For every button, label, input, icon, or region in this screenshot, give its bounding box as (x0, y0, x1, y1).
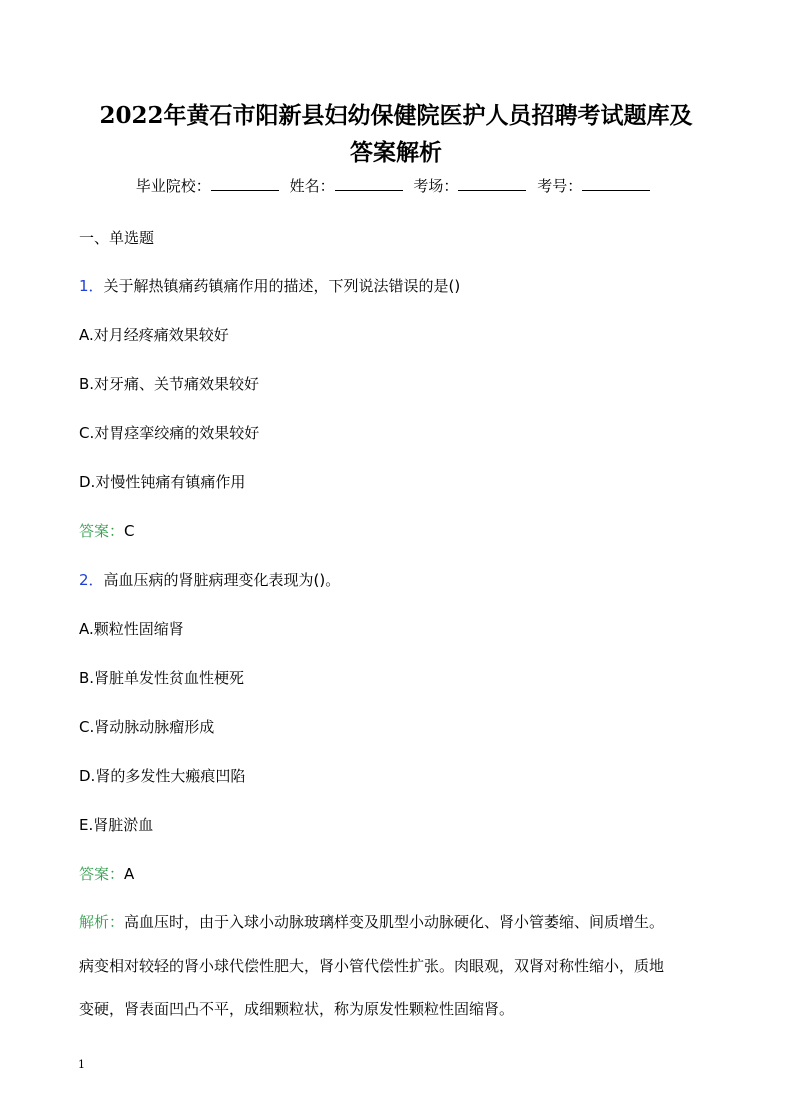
document-title-line-2: 答案解析 (350, 139, 442, 166)
question-2-option-d: D.肾的多发性大瘢痕凹陷 (79, 767, 246, 785)
section-heading: 一、单选题 (79, 229, 155, 247)
name-blank (335, 176, 403, 191)
question-2-option-c: C.肾动脉动脉瘤形成 (79, 718, 215, 736)
question-2-analysis-line-1 (79, 910, 719, 934)
question-1-option-a: A.对月经疼痛效果较好 (79, 326, 229, 344)
question-2-answer-value: A (124, 865, 135, 883)
document-title-line-1: 2022年黄石市阳新县妇幼保健院医护人员招聘考试题库及 (99, 102, 693, 129)
question-2 (79, 568, 340, 592)
number-blank (582, 176, 650, 191)
name-label: 姓名： (289, 177, 335, 195)
exam-info-line (0, 174, 792, 198)
question-2-option-a: A.颗粒性固缩肾 (79, 620, 184, 638)
question-1-option-b: B.对牙痛、关节痛效果较好 (79, 375, 260, 393)
question-2-answer-label: 答案： (79, 865, 125, 883)
school-label: 毕业院校： (135, 177, 211, 195)
question-1-answer-label: 答案： (79, 522, 125, 540)
question-2-number: 2． (79, 571, 104, 589)
number-label: 考号： (537, 177, 583, 195)
question-2-analysis-label: 解析： (79, 913, 125, 931)
room-label: 考场： (413, 177, 459, 195)
question-2-analysis-text-1: 高血压时，由于入球小动脉玻璃样变及肌型小动脉硬化、肾小管萎缩、间质增生。 (124, 913, 665, 931)
school-blank (211, 176, 279, 191)
question-1-option-c: C.对胃痉挛绞痛的效果较好 (79, 424, 260, 442)
question-1-answer-value: C (124, 522, 135, 540)
question-2-option-e: E.肾脏淤血 (79, 816, 154, 834)
question-1-option-d: D.对慢性钝痛有镇痛作用 (79, 473, 246, 491)
question-2-answer (79, 862, 134, 886)
question-1-number: 1． (79, 277, 104, 295)
room-blank (458, 176, 526, 191)
question-2-option-b: B.肾脏单发性贫血性梗死 (79, 669, 245, 687)
question-2-analysis-line-3: 变硬，肾表面凹凸不平，成细颗粒状，称为原发性颗粒性固缩肾。 (79, 1000, 515, 1018)
question-1 (79, 274, 460, 298)
question-2-analysis-line-2: 病变相对较轻的肾小球代偿性肥大，肾小管代偿性扩张。肉眼观，双肾对称性缩小，质地 (79, 957, 665, 975)
question-1-answer (79, 519, 135, 543)
question-1-text: 关于解热镇痛药镇痛作用的描述，下列说法错误的是() (103, 277, 461, 295)
question-2-text: 高血压病的肾脏病理变化表现为()。 (103, 571, 341, 589)
page-number: 1 (78, 1058, 85, 1071)
